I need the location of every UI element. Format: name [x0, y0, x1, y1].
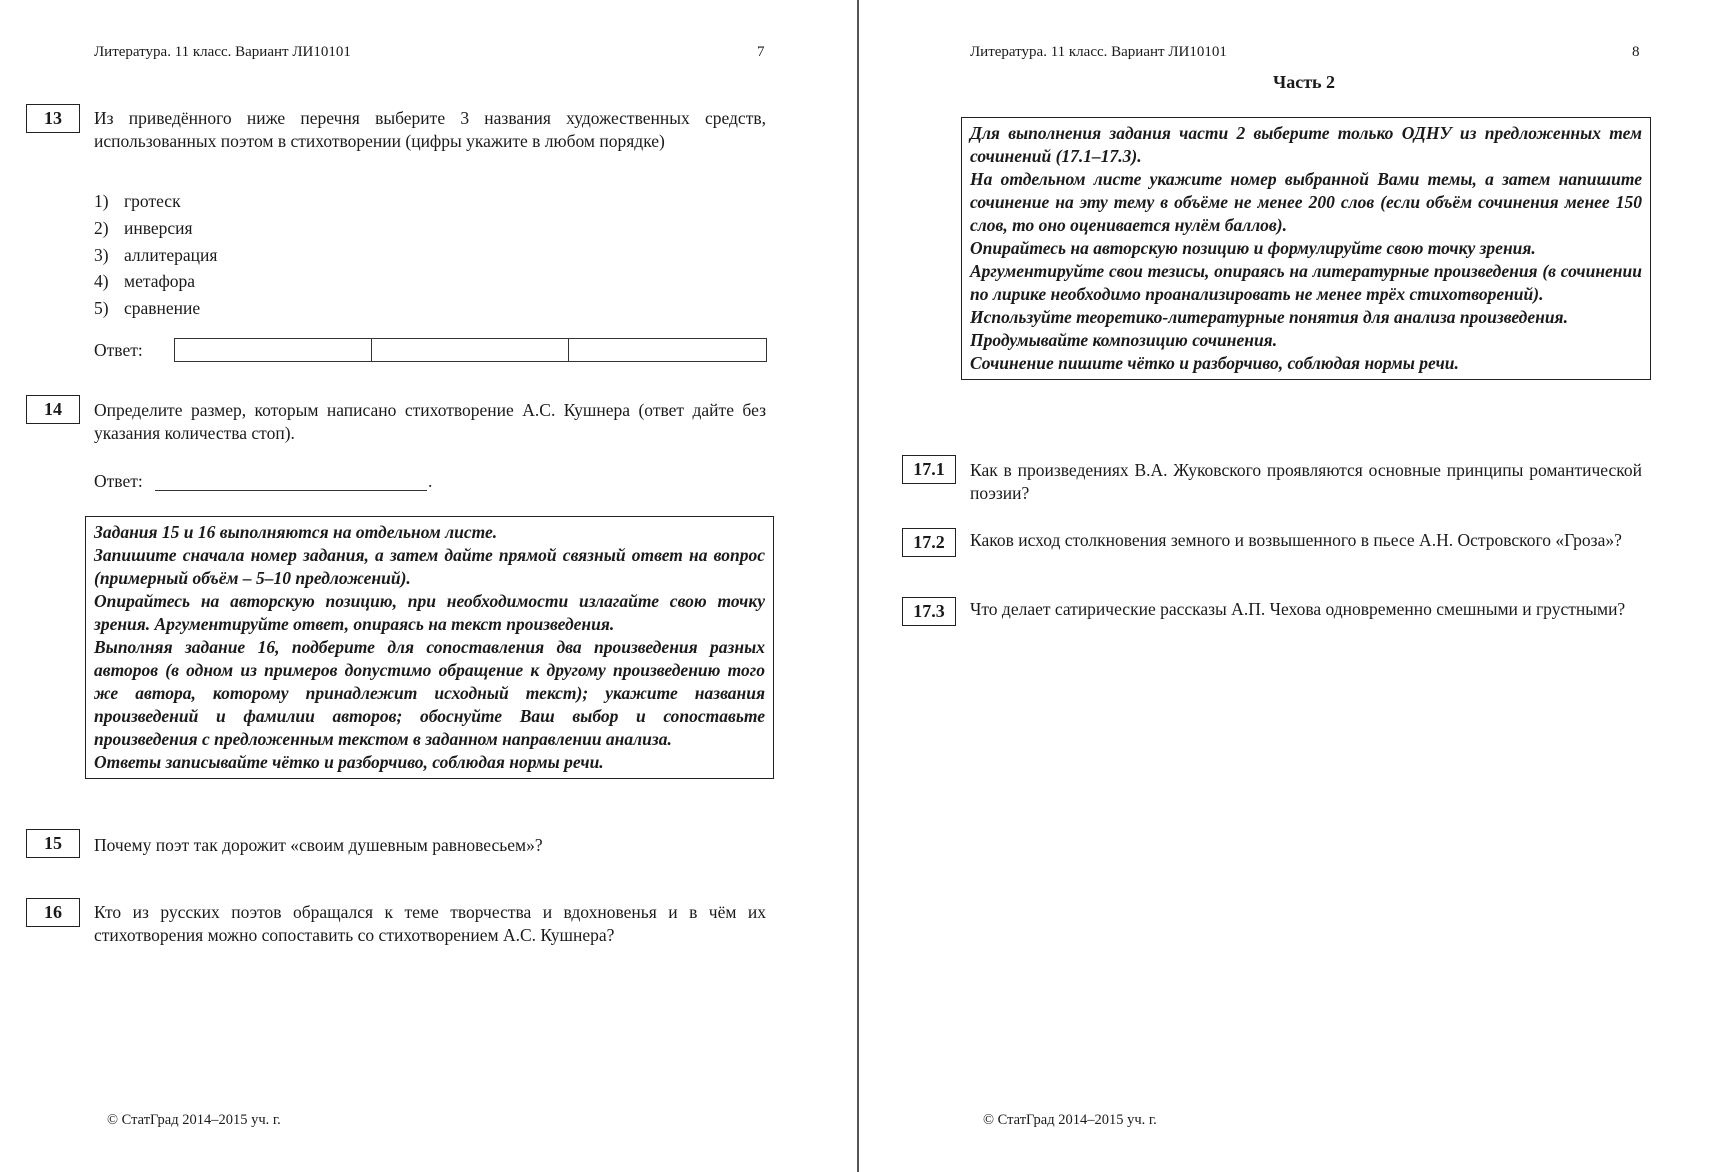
footer: © СтатГрад 2014–2015 уч. г. [107, 1112, 281, 1128]
answer-line-end: . [428, 471, 433, 491]
task-14-text: Определите размер, которым написано стихотворение А.С. Кушнера (ответ дайте без указания количества стоп). [94, 400, 766, 443]
instruction-line: Для выполнения задания части 2 выберите только ОДНУ из предложенных тем сочинений (17.1–17.3). [970, 123, 1642, 166]
task-number-14: 14 [26, 395, 80, 424]
task-15-text: Почему поэт так дорожит «своим душевным равновесьем»? [94, 835, 543, 855]
option-1: 1) гротеск [94, 191, 181, 211]
instruction-line: Выполняя задание 16, подберите для сопоставления два произведения разных авторов (в одном из примеров допустимо обращение к другому произведению того же автора, которому принадлежит исходный текст); укажите названия произведений и фамилии авторов; обоснуйте Ваш выбор и сопоставьте произведения с предложенным текстом в заданном направлении анализа. [94, 637, 765, 749]
task-number-17-1: 17.1 [902, 455, 956, 484]
page-number: 8 [1632, 44, 1640, 60]
part-title: Часть 2 [1273, 72, 1336, 92]
page-header: Литература. 11 класс. Вариант ЛИ10101 [970, 44, 1227, 60]
option-3: 3) аллитерация [94, 245, 218, 265]
answer-line-14[interactable] [155, 471, 427, 491]
instructions-box [85, 516, 774, 779]
page-right [858, 0, 1712, 1172]
page-number: 7 [757, 44, 765, 60]
answer-cell[interactable] [372, 339, 569, 361]
instruction-line: Используйте теоретико-литературные понятия для анализа произведения. [970, 307, 1568, 327]
instruction-line: Аргументируйте свои тезисы, опираясь на литературные произведения (в сочинении по лирике необходимо проанализировать не менее трёх стихотворений). [970, 261, 1642, 304]
instruction-line: Сочинение пишите чётко и разборчиво, соблюдая нормы речи. [970, 353, 1459, 373]
answer-label-14: Ответ: [94, 471, 143, 491]
task-16-text: Кто из русских поэтов обращался к теме творчества и вдохновенья и в чём их стихотворения можно сопоставить со стихотворением А.С. Кушнера? [94, 902, 766, 945]
task-number-13: 13 [26, 104, 80, 133]
task-number-17-2: 17.2 [902, 528, 956, 557]
task-number-17-3: 17.3 [902, 597, 956, 626]
instruction-line: Опирайтесь на авторскую позицию, при необходимости излагайте свою точку зрения. Аргументируйте ответ, опираясь на текст произведения. [94, 591, 765, 634]
topic-17-3-text: Что делает сатирические рассказы А.П. Чехова одновременно смешными и грустными? [970, 599, 1626, 619]
option-2: 2) инверсия [94, 218, 193, 238]
answer-grid-13 [174, 338, 767, 362]
instruction-line: Ответы записывайте чётко и разборчиво, соблюдая нормы речи. [94, 752, 604, 772]
answer-cell[interactable] [175, 339, 372, 361]
answer-cell[interactable] [569, 339, 766, 361]
footer: © СтатГрад 2014–2015 уч. г. [983, 1112, 1157, 1128]
option-4: 4) метафора [94, 271, 196, 291]
task-13-text: Из приведённого ниже перечня выберите 3 названия художественных средств, использованных поэтом в стихотворении (цифры укажите в любом порядке) [94, 108, 766, 151]
instruction-line: Опирайтесь на авторскую позицию и формулируйте свою точку зрения. [970, 238, 1536, 258]
topic-17-1-text: Как в произведениях В.А. Жуковского проявляются основные принципы романтической поэзии? [970, 460, 1642, 503]
instruction-line: На отдельном листе укажите номер выбранной Вами темы, а затем напишите сочинение на эту тему в объёме не менее 200 слов (если объём сочинения менее 150 слов, то оно оценивается нулём баллов). [970, 169, 1642, 235]
topic-17-2-text: Каков исход столкновения земного и возвышенного в пьесе А.Н. Островского «Гроза»? [970, 530, 1622, 550]
instructions-box [961, 117, 1651, 380]
task-number-15: 15 [26, 829, 80, 858]
instruction-line: Запишите сначала номер задания, а затем дайте прямой связный ответ на вопрос (примерный объём – 5–10 предложений). [94, 545, 765, 588]
answer-label-13: Ответ: [94, 340, 143, 360]
instruction-line: Продумывайте композицию сочинения. [970, 330, 1278, 350]
instruction-line: Задания 15 и 16 выполняются на отдельном листе. [94, 522, 498, 542]
page-header: Литература. 11 класс. Вариант ЛИ10101 [94, 44, 351, 60]
option-5: 5) сравнение [94, 298, 201, 318]
task-number-16: 16 [26, 898, 80, 927]
